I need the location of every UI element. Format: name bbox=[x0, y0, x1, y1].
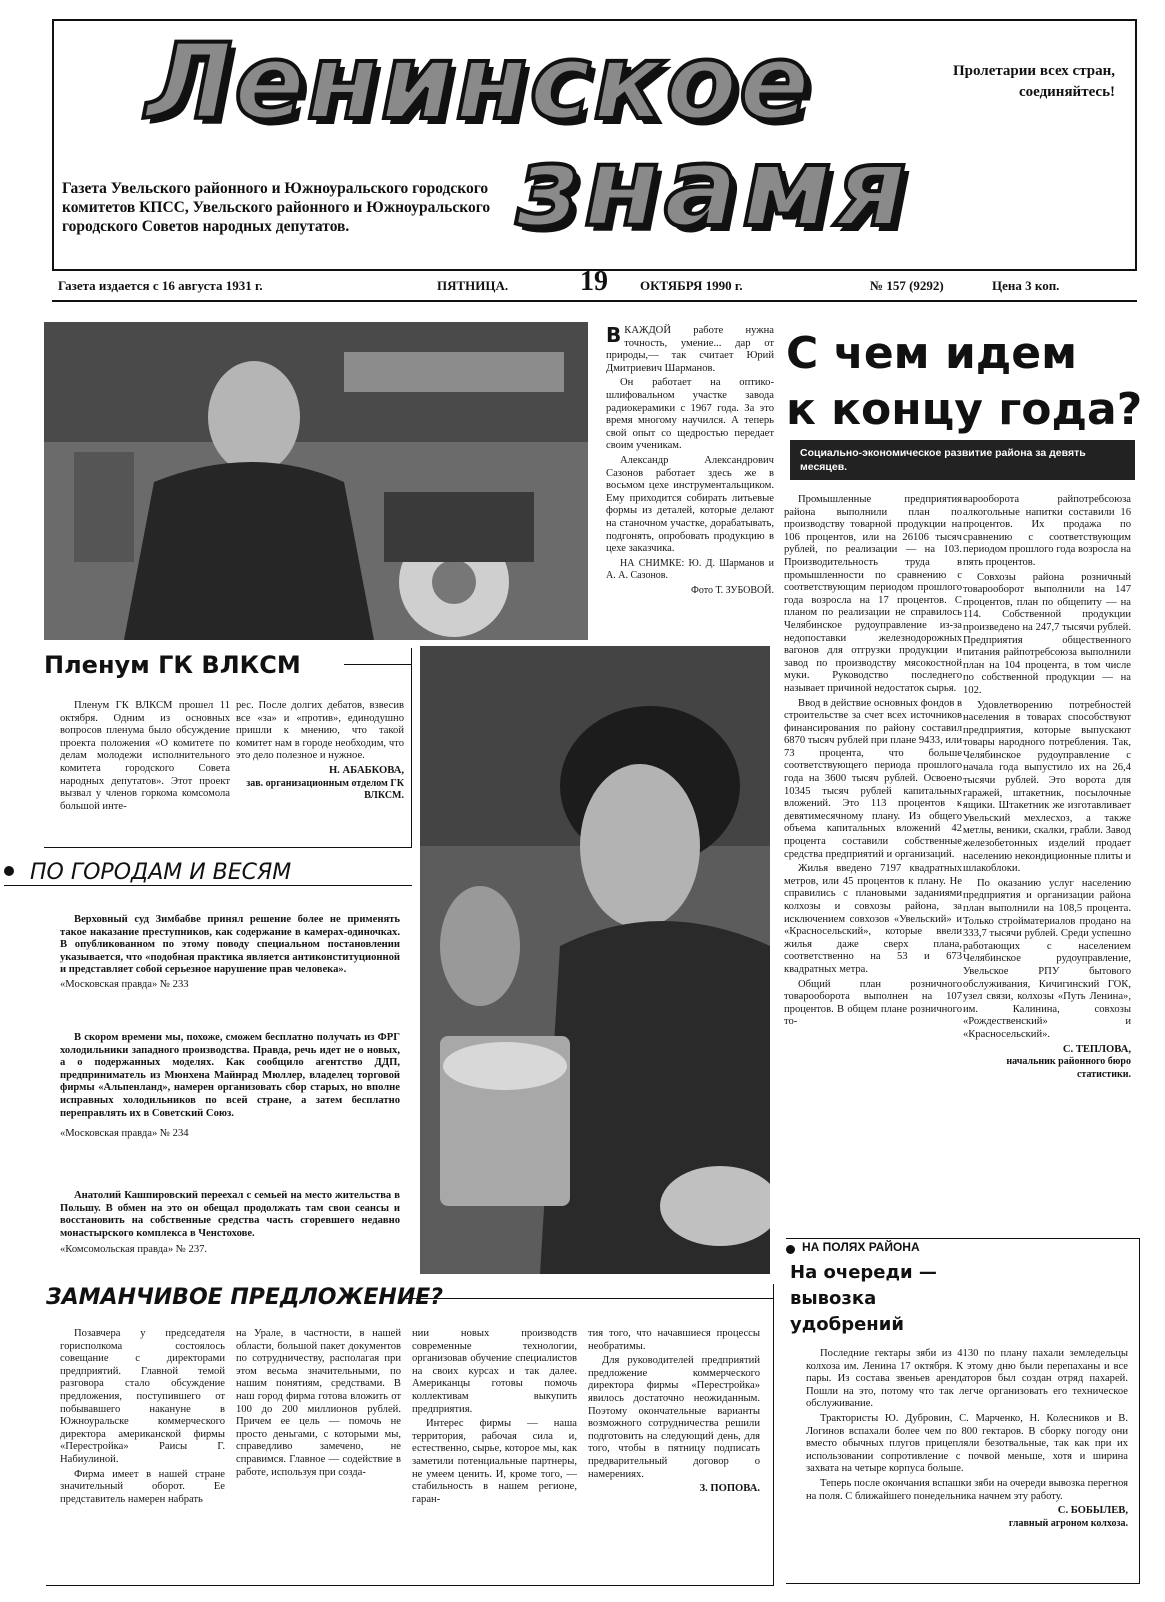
fields-p3: Теперь после окончания вспашки зяби на очереди вывозка перегноя на поля. С ближайшего понедельника начнем эту работу. bbox=[806, 1477, 1128, 1502]
main-col1-p3: Жилья введено 7197 квадратных метров, или 45 процентов к плану. Не справились с плановыми заданиями колхозы и совхозы района, за исключением совхозов «Увельский» и «Красносельский», которые ввели жилья даже сверх плана, соответственно на 53 и 673 квадратных метра. bbox=[784, 863, 962, 975]
offer-headline: ЗАМАНЧИВОЕ ПРЕДЛОЖЕНИЕ? bbox=[46, 1284, 451, 1312]
plenum-headline: Пленум ГК ВЛКСМ bbox=[44, 650, 309, 680]
main-article-col1 bbox=[784, 494, 962, 1031]
towns-rubric: ПО ГОРОДАМ И ВЕСЯМ bbox=[30, 860, 292, 885]
bullet-icon bbox=[4, 866, 14, 876]
main-article-col2 bbox=[963, 494, 1131, 1081]
newspaper-title-line2: знамя bbox=[516, 123, 911, 251]
towns-item2-source: «Московская правда» № 234 bbox=[60, 1128, 189, 1140]
offer-col3-p2: Интерес фирмы — наша территория, рабочая сила и, естественно, сырье, которое мы, как заметили потенциальные партнеры, не умеем ценить. И, кроме того, — стабильность в нашем регионе, гаран- bbox=[412, 1418, 577, 1505]
slogan bbox=[953, 61, 1115, 103]
towns-item2 bbox=[60, 1032, 400, 1143]
fields-headline-line2: вывозка bbox=[790, 1288, 877, 1309]
photo-image-2 bbox=[420, 646, 770, 1274]
photo-caption: НА СНИМКЕ: Ю. Д. Шарманов и А. А. Сазонов. bbox=[606, 557, 774, 582]
offer-rule bbox=[406, 1298, 774, 1299]
photo-image bbox=[44, 322, 588, 640]
offer-col3 bbox=[412, 1328, 577, 1508]
towns-item2-text: В скором времени мы, похоже, сможем бесплатно получать из ФРГ холодильники западного производства. Правда, речь идет не о новых, а о подержанных моделях. Как сообщило агентство ДДП, предприниматель из Мюнхена Майнрад Мюллер, владелец торговой фирмы «Альпенланд», намерен организовать сбор старых, но вполне исправных холодильников по всей стране, а затем бесплатно переправлять их в Советский Союз. bbox=[60, 1032, 400, 1119]
fields-signature-role: главный агроном колхоза. bbox=[1008, 1517, 1128, 1529]
photo-sharmanov bbox=[44, 322, 588, 640]
sharmanov-p2: Он работает на оптико-шлифовальном участке завода радиокерамики с 1967 года. За это время многому научился. А теперь свой опыт со щедростью передает своим ученикам. bbox=[606, 377, 774, 452]
since-text: Газета издается с 16 августа 1931 г. bbox=[58, 278, 263, 293]
offer-box bbox=[46, 1284, 774, 1586]
plenum-col2 bbox=[236, 700, 404, 803]
photo-sazonov bbox=[420, 646, 770, 1274]
masthead bbox=[52, 19, 1137, 271]
main-col1-p4: Общий план розничного товарооборота выполнен на 107 процентов. В общем плане розничного то- bbox=[784, 978, 962, 1028]
weekday: ПЯТНИЦА. bbox=[437, 278, 509, 293]
towns-item1-text: Верховный суд Зимбабве принял решение более не применять такое наказание преступников, как содержание в камерах-одиночках. В опубликованном по этому поводу специальном постановлении указывается, что «подобная практика является антиконституционной и представляет собой серьезное нарушение прав человека». bbox=[60, 914, 400, 976]
fields-headline bbox=[790, 1260, 937, 1338]
offer-signature: З. ПОПОВА. bbox=[699, 1483, 760, 1495]
offer-col1 bbox=[60, 1328, 225, 1508]
main-col2-p2: Совхозы района розничный товарооборот выполнили на 147 процентов, план по общепиту — на 114. Собственной продукции произведено на 247,7 тысячи рублей. Предприятия общественного питания райпотребсоюза выполнили план на 104 процента, в том числе по собственной продукции — на 102. bbox=[963, 571, 1131, 696]
plenum-signature: Н. АБАБКОВА, bbox=[328, 764, 404, 776]
fields-p1: Последние гектары зяби из 4130 по плану пахали земледельцы колхоза им. Ленина 17 октября. К этому дню были перепаханы и все пары. Из состава звеньев арендаторов был создан отряд пахарей. Пошли на это, потому что так легче организовать его техническое обслуживание. bbox=[806, 1348, 1128, 1410]
fields-signature: С. БОБЫЛЕВ, bbox=[1057, 1505, 1128, 1517]
fields-p2: Трактористы Ю. Дубровин, С. Марченко, Н. Колесников и В. Логинов вспахали более чем по 800 гектаров. В сборку погоду они вместо обычных плугов прицепляли безотвальные, так как при их использовании сопротивление с почвой меньше, хотя и ширина захвата на четыре корпуса больше. bbox=[806, 1412, 1128, 1475]
towns-item1 bbox=[60, 914, 400, 994]
main-col2-p3: Удовлетворению потребностей населения в товарах способствуют предприятия, которые выпускают товары народного потребления. Так, Челябинское рудоуправление с начала года выпустило их на 26,4 тысячи рублей. Это ворота для гаражей, штакетник, посылочные ящики. Штакетник же изготавливает Увельский мехлесхоз, а также метлы, веники, скалки, грабли. Завод железобетонных изделий продает населению некондиционные плиты и шлакоблоки. bbox=[963, 699, 1131, 875]
main-col1-p2: Ввод в действие основных фондов в строительстве за счет всех источников финансирования по району составил 6870 тысяч рублей при плане 9433, или 73 процента, что больше соответствующего периода прошлого года на 3600 тысяч рублей. Освоено 10345 тысяч рублей капитальных вложений. Это 113 процентов к девятимесячному плану. Из общего объема капитальных вложений 42 процента составили собственные средства предприятий и организаций. bbox=[784, 697, 962, 860]
main-col2-p1: варооборота райпотребсоюза алкогольные напитки составили 16 процентов. Их продажа по сравнению с соответствующим периодом прошлого года возросла на пять процентов. bbox=[963, 494, 1131, 568]
offer-col4-p1: тия того, что начавшиеся процессы необратимы. bbox=[588, 1328, 760, 1352]
main-signature-role: начальник районного бюро статистики. bbox=[1006, 1056, 1131, 1080]
main-signature: С. ТЕПЛОВА, bbox=[1062, 1043, 1131, 1055]
fields-headline-line1: На очереди — bbox=[790, 1262, 937, 1283]
offer-col1-p1: Позавчера у председателя горисполкома состоялось совещание с директорами предприятий. Главной темой разговора стало обсуждение предложения, поступившего от побывавшего накануне в Южноуральске коммерческого директора американской фирмы «Перестройка» Раисы Г. Набиулиной. bbox=[60, 1328, 225, 1465]
plenum-col1 bbox=[60, 700, 230, 815]
fields-headline-line3: удобрений bbox=[790, 1314, 904, 1335]
main-col2-p4: По оказанию услуг населению предприятия и организации района план выполнили на 108,5 процента. Только стройматериалов продано на 333,7 тысячи рублей. Среди успешно работающих с населением Челябинское рудоуправление, Увельское РПУ бытового обслуживания, Кичигинский ГОК, узел связи, колхозы «Путь Ленина», им. Калинина, совхозы «Рождественский» и «Красносельский». bbox=[963, 877, 1131, 1040]
towns-item1-source: «Московская правда» № 233 bbox=[60, 978, 189, 990]
offer-col4 bbox=[588, 1328, 760, 1496]
plenum-text1: Пленум ГК ВЛКСМ прошел 11 октября. Одним из основных вопросов пленума было обсуждение проекта положения «О комитете по делам молодежи исполнительного комитета городского Совета народных депутатов». Этот проект вызвал у членов горкома комсомола большой инте- bbox=[60, 700, 230, 812]
sharmanov-p3: Александр Александрович Сазонов работает здесь же в восьмом цехе инструментальщиком. Ему приходится собирать литьевые формы из деталей, которые делают на станочном участке, дорабатывать, подгонять, опробовать продукцию в цехе заказчика. bbox=[606, 454, 774, 555]
towns-item3-text: Анатолий Кашпировский переехал с семьей на место жительства в Польшу. В обмен на это он обещал продолжать там свои сеансы и восстановить на собственные средства часть сгоревшего недавно монастырского комплекса в Ченстохове. bbox=[60, 1190, 400, 1239]
towns-item3-source: «Комсомольская правда» № 237. bbox=[60, 1244, 208, 1256]
offer-col4-p2: Для руководителей предприятий предложение коммерческого директора фирмы «Перестройка» явилось достаточно неожиданным. Поэтому окончательные варианты возможного сотрудничества решили подготовить на следующий день, для того, чтобы в пятницу подписать предварительный договор о намерениях. bbox=[588, 1355, 760, 1480]
offer-col2 bbox=[236, 1328, 401, 1481]
plenum-signature-role: зав. организационным отделом ГК ВЛКСМ. bbox=[246, 777, 404, 802]
towns-item3 bbox=[60, 1190, 400, 1259]
offer-col3-p1: нии новых производств современные технологии, организовав обучение специалистов на своих курсах и так далее. Американцы готовы помочь коллективам выкупить предприятия. bbox=[412, 1328, 577, 1415]
plenum-text2: рес. После долгих дебатов, взвесив все «за» и «против», единодушно пришли к мнению, что такой комитет нам в городе необходим, что это дело полезное и нужное. bbox=[236, 700, 404, 762]
plenum-rule bbox=[344, 664, 412, 665]
fields-text bbox=[806, 1348, 1128, 1530]
issue-number: № 157 (9292) bbox=[870, 278, 944, 293]
main-headline bbox=[786, 326, 1146, 438]
main-subhead: Социально-экономическое развитие района за девять месяцев. bbox=[790, 440, 1135, 480]
issue-day: 19 bbox=[580, 266, 608, 297]
fields-top-rule bbox=[786, 1238, 1140, 1239]
offer-col1-p2: Фирма имеет в нашей стране значительный оборот. Ее представитель намерен набрать bbox=[60, 1468, 225, 1505]
plenum-box bbox=[44, 648, 412, 848]
newspaper-title-line1: Ленинское bbox=[146, 21, 812, 143]
towns-rubric-box bbox=[4, 860, 412, 886]
fields-box bbox=[786, 1238, 1140, 1584]
sharmanov-p1: КАЖДОЙ работе нужна точность, умение... дар от природы,— так считает Юрий Дмитриевич Шарманов. bbox=[606, 325, 774, 374]
offer-col2-p1: на Урале, в частности, в нашей области, большой пакет документов по сотрудничеству, располагая при этом весьма значительными, по нашим понятиям, средствами. В наш город фирма готова вложить от 100 до 200 миллионов рублей. Причем ее цель — помочь не просто деньгами, с которыми мы, справедливо замечено, не справимся. Главное — содействие в работе, используя при созда- bbox=[236, 1328, 401, 1478]
fields-rubric: НА ПОЛЯХ РАЙОНА bbox=[802, 1240, 924, 1254]
slogan-line2: соединяйтесь! bbox=[1018, 84, 1115, 100]
sharmanov-story bbox=[606, 325, 774, 599]
publisher-info: Газета Увельского районного и Южноуральского городского комитетов КПСС, Увельского районного и Южноуральского городского Советов народных депутатов. bbox=[62, 180, 491, 235]
main-headline-line2: к концу года? bbox=[786, 384, 1143, 435]
dateline bbox=[52, 266, 1137, 302]
main-col1-p1: Промышленные предприятия района выполнили план по производству товарной продукции на 106 процентов, или на 26106 тысяч рублей, по реализации — на 103. Производительность труда в промышленности по сравнению с соответствующим периодом прошлого года возросла на 17 процентов. С планом по реализации не справилось Челябинское рудоуправление из-за недопоставки железнодорожных вагонов для отгрузки продукции и завод по производству мясокостной муки. Руководство последнего называет причиной недостаток сырья. bbox=[784, 494, 962, 694]
month-year: ОКТЯБРЯ 1990 г. bbox=[640, 278, 743, 293]
price: Цена 3 коп. bbox=[992, 278, 1060, 293]
photo-credit: Фото Т. ЗУБОВОЙ. bbox=[691, 584, 774, 596]
drop-cap: В bbox=[606, 323, 622, 347]
main-headline-line1: С чем идем bbox=[786, 328, 1078, 379]
bullet-icon bbox=[786, 1245, 795, 1254]
slogan-line1: Пролетарии всех стран, bbox=[953, 63, 1115, 79]
